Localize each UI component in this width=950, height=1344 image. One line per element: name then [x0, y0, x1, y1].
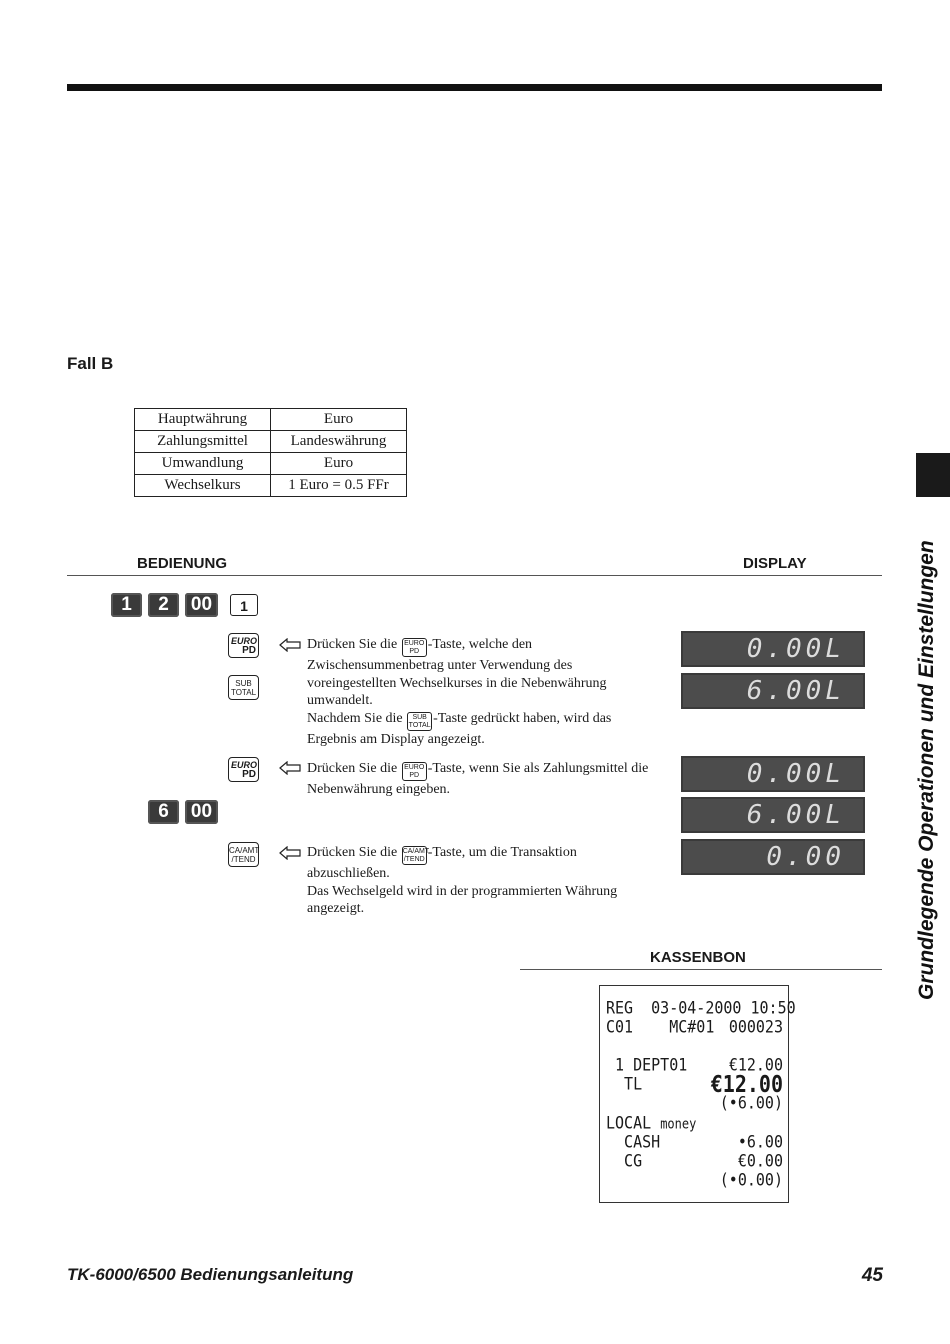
key-00: 00 — [185, 800, 218, 824]
lcd-display: 6.00L — [681, 797, 865, 833]
receipt-line — [606, 1093, 783, 1115]
table-cell: Euro — [271, 453, 407, 475]
receipt-header: KASSENBON — [650, 949, 746, 966]
ca-key-bottom: /TEND — [231, 854, 256, 864]
desc-line: Ergebnis am Display angezeigt. — [307, 732, 485, 748]
header-divider — [67, 575, 882, 576]
lcd-display: 0.00L — [681, 631, 865, 667]
receipt-text: C01 MC#01 — [606, 1016, 715, 1038]
table-cell: Wechselkurs — [135, 475, 271, 497]
subtotal-key — [228, 675, 259, 700]
desc-line: Zwischensummenbetrag unter Verwendung des — [307, 658, 573, 673]
ca-amt-tend-key-inline-icon: CA/AMT /TEND — [402, 848, 430, 863]
ca-amt-tend-key — [228, 842, 259, 867]
desc-line — [307, 710, 677, 731]
table-cell: Umwandlung — [135, 453, 271, 475]
desc-text: Drücken Sie die — [307, 761, 401, 776]
exchange-rate-table — [134, 408, 407, 497]
table-cell: Euro — [271, 409, 407, 431]
euro-key-inline-icon: EURO PD — [402, 638, 427, 657]
euro-key-label: EURO — [231, 635, 258, 646]
description-step-2 — [307, 760, 677, 799]
arrow-left-icon — [279, 846, 301, 860]
receipt-text: 000023 — [728, 1016, 783, 1038]
receipt-text: €0.00 — [737, 1150, 783, 1172]
receipt-text: CG — [606, 1150, 643, 1172]
euro-key — [228, 633, 259, 658]
description-step-1 — [307, 636, 677, 749]
lcd-display: 0.00 — [681, 839, 865, 875]
description-step-3 — [307, 844, 677, 918]
display-header: DISPLAY — [743, 555, 807, 572]
arrow-left-icon — [279, 638, 301, 652]
desc-line: voreingestellten Wechselkurses in die Nebenwährung — [307, 675, 607, 691]
pd-key-label: PD — [242, 644, 256, 656]
receipt — [599, 985, 796, 1203]
subtotal-key-top: SUB — [235, 678, 252, 688]
top-rule — [67, 84, 882, 91]
lcd-display: 6.00L — [681, 673, 865, 709]
table-row — [135, 475, 407, 497]
table-cell: 1 Euro = 0.5 FFr — [271, 475, 407, 497]
key-2: 2 — [148, 593, 179, 617]
dept-key-1: 1 — [230, 594, 258, 616]
pd-key-label: PD — [242, 768, 256, 780]
table-row — [135, 431, 407, 453]
section-title: Fall B — [67, 354, 114, 373]
euro-key-inline-icon: EURO PD — [402, 762, 427, 781]
arrow-left-icon — [279, 761, 301, 775]
receipt-text: (•0.00) — [719, 1169, 783, 1191]
ca-key-top: CA/AMT — [229, 845, 260, 855]
receipt-text: (•6.00) — [719, 1092, 783, 1114]
desc-text: -Taste, wenn Sie als Zahlungsmittel die — [427, 761, 649, 776]
euro-key — [228, 757, 259, 782]
desc-line: umwandelt. — [307, 693, 373, 709]
table-cell: Hauptwährung — [135, 409, 271, 431]
subtotal-key-bottom: TOTAL — [230, 687, 257, 697]
table-row — [135, 409, 407, 431]
euro-key-label: EURO — [231, 759, 258, 770]
receipt-text: money — [660, 1116, 697, 1133]
receipt-text: CASH — [606, 1131, 661, 1153]
receipt-text: 1 DEPT01 — [606, 1054, 688, 1076]
key-1: 1 — [111, 593, 142, 617]
receipt-line: REG 03-04-2000 10:50 — [606, 997, 796, 1019]
chapter-side-title: Grundlegende Operationen und Einstellungen — [915, 540, 938, 1000]
table-row — [135, 453, 407, 475]
lcd-display: 0.00L — [681, 756, 865, 792]
receipt-line — [606, 1017, 783, 1039]
desc-text: -Taste gedrückt haben, wird das — [433, 711, 612, 727]
desc-line — [307, 636, 677, 657]
desc-text: Drücken Sie die — [307, 637, 401, 652]
key-00: 00 — [185, 593, 218, 617]
desc-line: Nebenwährung eingeben. — [307, 782, 451, 797]
desc-line: abzuschließen. — [307, 866, 390, 881]
desc-line: Das Wechselgeld wird in der programmierten Währung — [307, 883, 618, 899]
key-6: 6 — [148, 800, 179, 824]
desc-line — [307, 760, 677, 781]
receipt-total: €12.00 — [710, 1070, 783, 1098]
receipt-divider — [520, 969, 882, 970]
desc-text: Drücken Sie die — [307, 845, 401, 860]
desc-line: angezeigt. — [307, 901, 365, 917]
desc-text: Nachdem Sie die — [307, 711, 407, 727]
subtotal-key-inline-icon: SUB TOTAL — [408, 714, 431, 730]
chapter-tab — [916, 453, 950, 497]
page-number: 45 — [861, 1265, 883, 1286]
table-cell: Zahlungsmittel — [135, 431, 271, 453]
receipt-text: €12.00 — [728, 1054, 783, 1076]
receipt-text: TL — [606, 1073, 643, 1095]
receipt-line — [606, 1170, 783, 1192]
manual-title: TK-6000/6500 Bedienungsanleitung — [67, 1265, 354, 1284]
desc-text: -Taste, um die Transaktion — [427, 845, 577, 860]
receipt-text: •6.00 — [737, 1131, 783, 1153]
receipt-text: LOCAL — [606, 1112, 652, 1134]
desc-line — [307, 844, 677, 865]
table-cell: Landeswährung — [271, 431, 407, 453]
operation-header: BEDIENUNG — [137, 555, 228, 572]
desc-text: -Taste, welche den — [427, 637, 533, 652]
